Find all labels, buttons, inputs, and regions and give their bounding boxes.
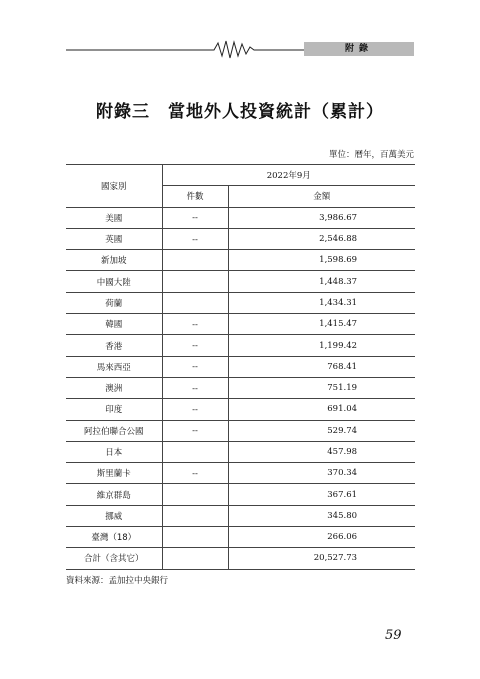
- country-cell: 澳洲: [66, 377, 162, 398]
- country-cell: 韓國: [66, 314, 162, 335]
- count-cell: --: [162, 335, 228, 356]
- amount-cell: 1,448.37: [228, 271, 415, 292]
- count-cell: --: [162, 228, 228, 249]
- country-cell: 維京群島: [66, 484, 162, 505]
- country-column-header: 國家別: [66, 165, 162, 208]
- amount-cell: 1,199.42: [228, 335, 415, 356]
- page-header: [0, 0, 480, 70]
- table-row: [66, 207, 415, 228]
- country-cell: 合計（含其它）: [66, 548, 162, 569]
- amount-cell: 1,598.69: [228, 250, 415, 271]
- section-label: 附錄: [304, 42, 414, 56]
- count-cell: --: [162, 314, 228, 335]
- amount-cell: 768.41: [228, 356, 415, 377]
- count-cell: [162, 548, 228, 569]
- count-cell: --: [162, 207, 228, 228]
- table-row: [66, 271, 415, 292]
- investment-table: [66, 164, 415, 570]
- count-cell: --: [162, 420, 228, 441]
- period-header: 2022年9月: [162, 165, 415, 186]
- country-cell: 斯里蘭卡: [66, 463, 162, 484]
- page-number: 59: [385, 628, 402, 643]
- count-cell: [162, 505, 228, 526]
- count-cell: [162, 484, 228, 505]
- amount-cell: 370.34: [228, 463, 415, 484]
- country-cell: 馬來西亞: [66, 356, 162, 377]
- amount-cell: 1,415.47: [228, 314, 415, 335]
- table-row: [66, 335, 415, 356]
- amount-cell: 529.74: [228, 420, 415, 441]
- country-cell: 中國大陸: [66, 271, 162, 292]
- table-row: [66, 399, 415, 420]
- amount-cell: 3,986.67: [228, 207, 415, 228]
- country-cell: 荷蘭: [66, 292, 162, 313]
- page-title: 附錄三 當地外人投資統計（累計）: [96, 102, 384, 122]
- table-body: [66, 207, 415, 569]
- count-cell: [162, 441, 228, 462]
- count-cell: [162, 292, 228, 313]
- table-row: [66, 314, 415, 335]
- table-row: [66, 441, 415, 462]
- country-cell: 挪威: [66, 505, 162, 526]
- country-cell: 英國: [66, 228, 162, 249]
- table-row: [66, 250, 415, 271]
- table-row: [66, 505, 415, 526]
- country-cell: 美國: [66, 207, 162, 228]
- amount-cell: 2,546.88: [228, 228, 415, 249]
- country-cell: 臺灣（18）: [66, 527, 162, 548]
- table-row: [66, 356, 415, 377]
- amount-cell: 345.80: [228, 505, 415, 526]
- table-row: [66, 527, 415, 548]
- count-cell: [162, 271, 228, 292]
- count-cell: [162, 250, 228, 271]
- count-cell: [162, 527, 228, 548]
- amount-cell: 691.04: [228, 399, 415, 420]
- source-note: 資料來源：孟加拉中央銀行: [66, 576, 169, 586]
- amount-cell: 367.61: [228, 484, 415, 505]
- amount-cell: 266.06: [228, 527, 415, 548]
- amount-cell: 1,434.31: [228, 292, 415, 313]
- amount-column-header: 金額: [228, 186, 415, 207]
- country-cell: 日本: [66, 441, 162, 462]
- table-row: [66, 377, 415, 398]
- amount-cell: 457.98: [228, 441, 415, 462]
- count-cell: --: [162, 377, 228, 398]
- table-row: [66, 484, 415, 505]
- country-cell: 印度: [66, 399, 162, 420]
- table-row: [66, 420, 415, 441]
- table-row: [66, 292, 415, 313]
- table-row: [66, 463, 415, 484]
- count-cell: --: [162, 463, 228, 484]
- count-column-header: 件數: [162, 186, 228, 207]
- table-row: [66, 548, 415, 569]
- heartbeat-line-icon: [0, 0, 480, 70]
- amount-cell: 20,527.73: [228, 548, 415, 569]
- unit-note: 單位：曆年，百萬美元: [328, 150, 414, 160]
- country-cell: 新加坡: [66, 250, 162, 271]
- amount-cell: 751.19: [228, 377, 415, 398]
- country-cell: 香港: [66, 335, 162, 356]
- country-cell: 阿拉伯聯合公國: [66, 420, 162, 441]
- count-cell: --: [162, 399, 228, 420]
- count-cell: --: [162, 356, 228, 377]
- table-row: [66, 228, 415, 249]
